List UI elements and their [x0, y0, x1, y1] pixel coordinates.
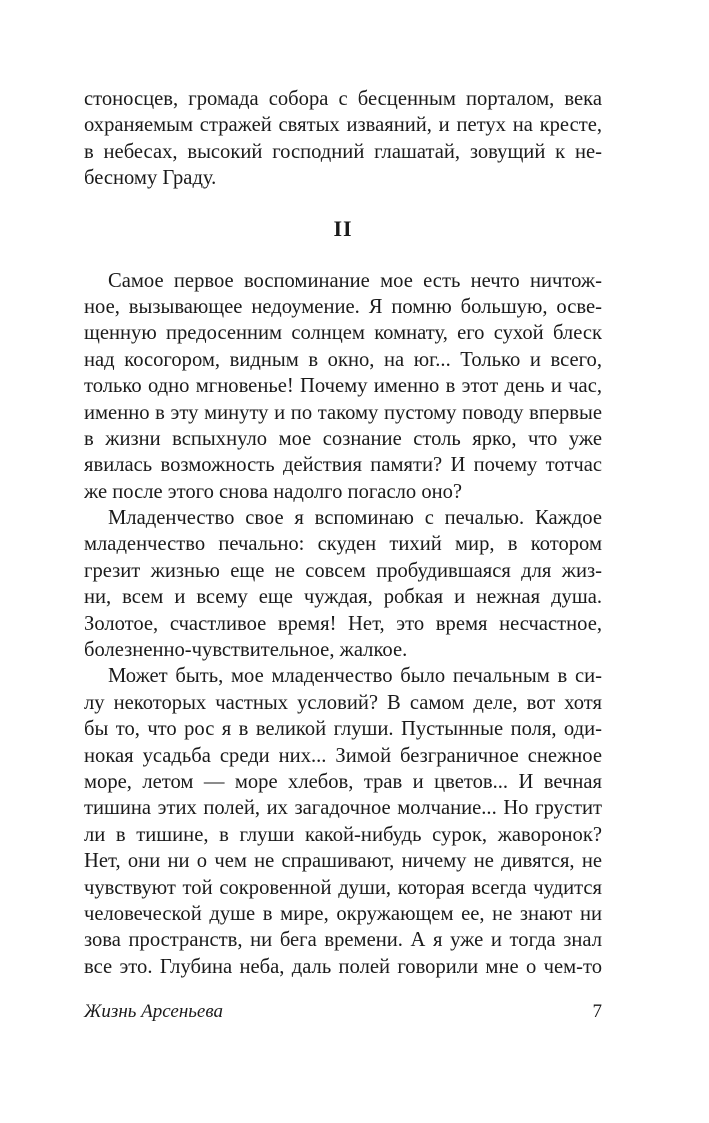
text-line: чувствуют той сокровенной души, которая всегда чудится — [84, 876, 602, 899]
text-line: Может быть, мое младенчество было печальным в си- — [108, 665, 602, 688]
text-line: лу некоторых частных условий? В самом деле, вот хотя — [84, 691, 602, 714]
text-line: щенную предосенним солнцем комнату, его сухой блеск — [84, 322, 602, 345]
top-paragraph — [84, 86, 602, 192]
text-line: Младенчество свое я вспоминаю с печалью. Каждое — [108, 507, 602, 530]
text-line: ли в тишине, в глуши какой-нибудь сурок, жаворонок? — [84, 823, 602, 846]
text-line: Самое первое воспоминание мое есть нечто ничтож- — [108, 269, 602, 292]
text-line: болезненно-чувствительное, жалкое. — [84, 639, 408, 662]
text-line: море, летом — море хлебов, трав и цветов... И вечная — [84, 770, 602, 793]
running-title: Жизнь Арсеньева — [84, 1001, 223, 1022]
chapter-heading: II — [333, 215, 353, 241]
text-line: все это. Глубина неба, даль полей говорили мне о чем-то — [84, 955, 602, 978]
text-line: тишина этих полей, их загадочное молчание... Но грустит — [84, 797, 602, 820]
text-line: нокая усадьба среди них... Зимой безграничное снежное — [84, 744, 602, 767]
text-line: же после этого снова надолго погасло оно? — [84, 480, 463, 503]
text-line: ни, всем и всему еще чуждая, робкая и нежная душа. — [84, 586, 602, 609]
text-line: охраняемым стражей святых изваяний, и петух на кресте, — [84, 114, 602, 137]
text-line: младенчество печально: скуден тихий мир, в котором — [84, 533, 602, 556]
page-footer — [84, 998, 602, 1026]
text-line: Нет, они ни о чем не спрашивают, ничему не дивятся, не — [84, 850, 602, 873]
text-line: стоносцев, громада собора с бесценным порталом, века — [84, 88, 602, 110]
text-line: бесному Граду. — [84, 167, 217, 190]
text-line: Золотое, счастливое время! Нет, это время несчастное, — [84, 612, 602, 635]
page-number: 7 — [592, 1001, 602, 1022]
text-line: именно в эту минуту и по такому пустому поводу впервые — [84, 401, 602, 424]
text-line: зова пространств, ни бега времени. А я уже и тогда знал — [84, 929, 602, 952]
paragraph-2 — [84, 505, 602, 663]
text-line: бы то, что рос я в великой глуши. Пустынные поля, оди- — [84, 718, 602, 741]
text-line: грезит жизнью еще не совсем пробудившаяся для жиз- — [84, 559, 602, 582]
text-line: человеческой душе в мире, окружающем ее, не знают ни — [84, 902, 602, 925]
text-line: явилась возможность действия памяти? И почему тотчас — [84, 454, 602, 477]
paragraph-3 — [84, 663, 602, 980]
paragraph-1 — [84, 268, 602, 506]
text-line: ное, вызывающее недоумение. Я помню большую, осве- — [84, 295, 602, 318]
text-line: в жизни вспыхнуло мое сознание столь ярко, что уже — [84, 427, 602, 450]
text-line: в небесах, высокий господний глашатай, зовущий к не- — [84, 140, 602, 163]
text-line: только одно мгновенье! Почему именно в этот день и час, — [84, 375, 602, 398]
page-body — [84, 86, 602, 980]
text-line: над косогором, видным в окно, на юг... Только и всего, — [84, 348, 602, 371]
